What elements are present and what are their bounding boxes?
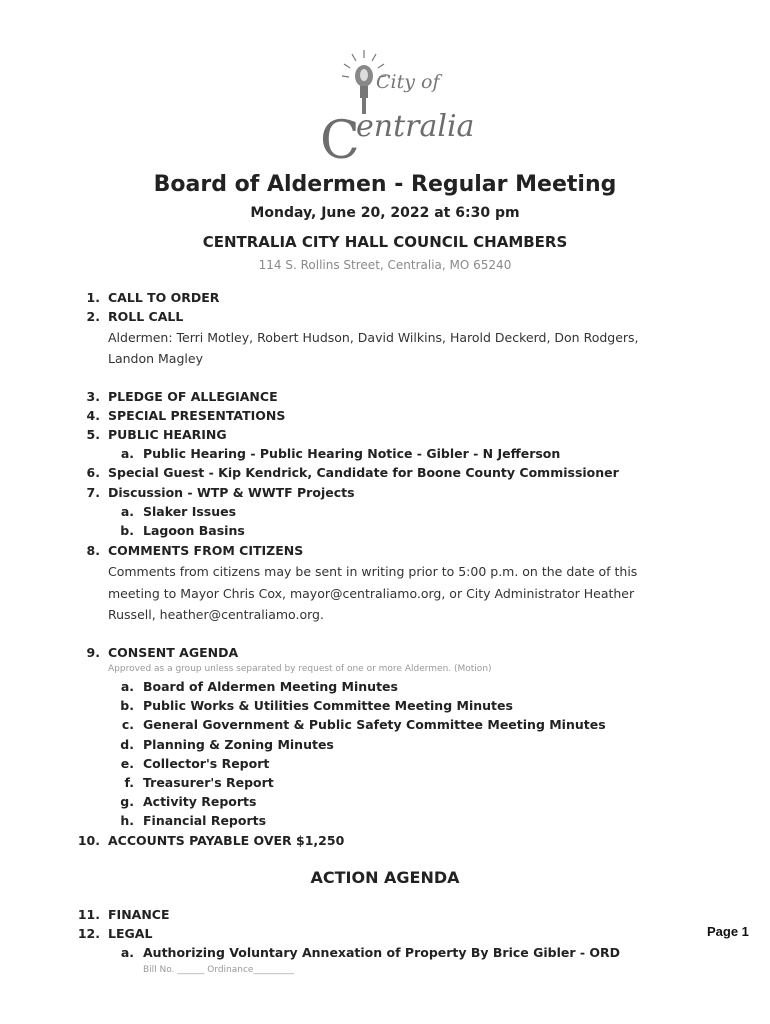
logo-centralia: entralia <box>356 109 475 144</box>
bill-ordinance-note: Bill No. ______ Ordinance_________ <box>143 965 294 975</box>
consent-note: Approved as a group unless separated by request of one or more Aldermen. (Motion) <box>108 664 492 674</box>
city-logo <box>318 48 475 171</box>
action-agenda-heading: ACTION AGENDA <box>310 868 460 887</box>
roll-call-text: Aldermen: Terri Motley, Robert Hudson, David Wilkins, Harold Deckerd, Don Rodgers, <box>108 330 639 345</box>
comments-text: meeting to Mayor Chris Cox, mayor@centraliamo.org, or City Administrator Heather <box>108 586 635 601</box>
comments-text: Comments from citizens may be sent in writing prior to 5:00 p.m. on the date of this <box>108 564 638 579</box>
logo-initial: C <box>320 111 360 171</box>
meeting-venue: CENTRALIA CITY HALL COUNCIL CHAMBERS <box>202 233 568 251</box>
roll-call-text: Landon Magley <box>108 351 203 366</box>
meeting-title: Board of Aldermen - Regular Meeting <box>153 172 617 197</box>
comments-text: Russell, heather@centraliamo.org. <box>108 607 324 622</box>
meeting-date: Monday, June 20, 2022 at 6:30 pm <box>250 205 520 221</box>
meeting-address: 114 S. Rollins Street, Centralia, MO 65240 <box>258 258 512 272</box>
logo-city-of: City of <box>376 71 440 93</box>
page-number: Page 1 <box>707 924 749 939</box>
